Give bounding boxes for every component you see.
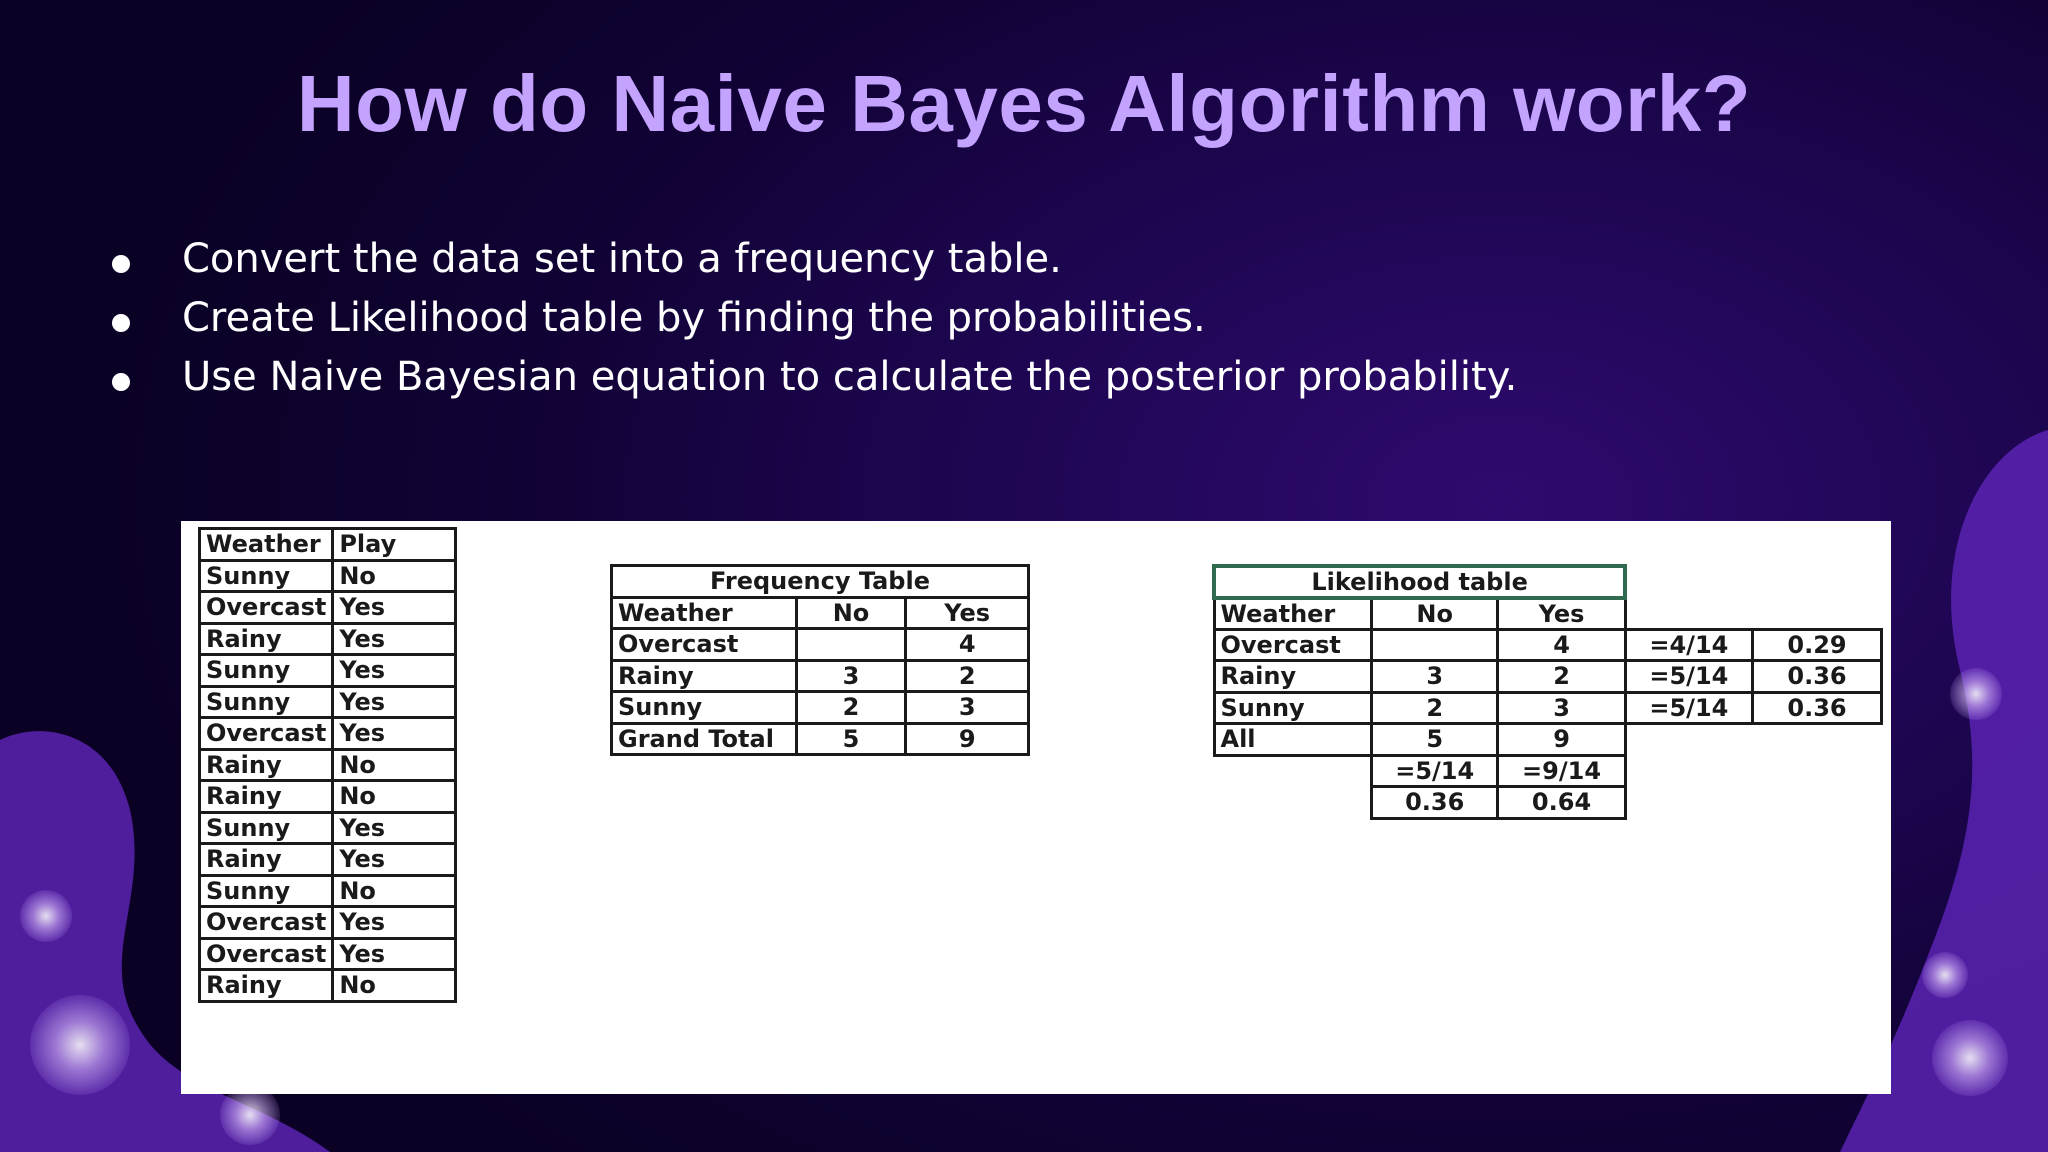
glowing-orb-decoration bbox=[1932, 1020, 2008, 1096]
glowing-orb-decoration bbox=[20, 890, 72, 942]
table-row bbox=[200, 686, 456, 718]
table-title-row bbox=[612, 566, 1029, 598]
table-row bbox=[612, 723, 1029, 755]
table-row bbox=[612, 660, 1029, 692]
table-cell: Sunny bbox=[1214, 692, 1372, 724]
table-cell: Grand Total bbox=[612, 723, 797, 755]
table-cell: No bbox=[333, 875, 456, 907]
tables-figure bbox=[181, 521, 1891, 1094]
table-cell: Rainy bbox=[200, 623, 333, 655]
table-cell: No bbox=[333, 560, 456, 592]
table-cell: All bbox=[1214, 724, 1372, 756]
bullet-text: Use Naive Bayesian equation to calculate the posterior probability. bbox=[182, 354, 1518, 400]
table-cell: Overcast bbox=[200, 938, 333, 970]
table-header-row bbox=[1214, 598, 1882, 630]
table-cell: Yes bbox=[333, 844, 456, 876]
table-row bbox=[200, 970, 456, 1002]
header-cell: No bbox=[1372, 598, 1498, 630]
table-cell: =4/14 bbox=[1625, 629, 1752, 661]
table-title-row bbox=[1214, 566, 1882, 598]
table-row bbox=[1214, 787, 1882, 819]
table-cell: Yes bbox=[333, 907, 456, 939]
table-cell: 0.64 bbox=[1498, 787, 1625, 819]
table-cell: Rainy bbox=[200, 844, 333, 876]
table-cell: No bbox=[333, 749, 456, 781]
header-cell: Yes bbox=[1498, 598, 1625, 630]
dataset-table bbox=[198, 527, 457, 1003]
table-cell: 3 bbox=[1498, 692, 1625, 724]
table-row bbox=[1214, 724, 1882, 756]
table-cell: 3 bbox=[796, 660, 906, 692]
table-cell: Yes bbox=[333, 592, 456, 624]
table-header-row bbox=[200, 529, 456, 561]
bullet-text: Create Likelihood table by finding the probabilities. bbox=[182, 295, 1206, 341]
table-cell: 2 bbox=[1372, 692, 1498, 724]
slide-title: How do Naive Bayes Algorithm work? bbox=[296, 59, 1752, 148]
table-cell: 3 bbox=[906, 692, 1029, 724]
table-row bbox=[200, 781, 456, 813]
bullet-dot-icon bbox=[112, 373, 130, 391]
table-row bbox=[1214, 661, 1882, 693]
table-cell: Sunny bbox=[200, 812, 333, 844]
header-cell: Yes bbox=[906, 597, 1029, 629]
table-cell: Yes bbox=[333, 623, 456, 655]
table-row bbox=[200, 749, 456, 781]
table-cell: Yes bbox=[333, 938, 456, 970]
table-cell: Rainy bbox=[612, 660, 797, 692]
bullet-text: Convert the data set into a frequency table. bbox=[182, 236, 1062, 282]
table-cell: 0.29 bbox=[1753, 629, 1882, 661]
glowing-orb-decoration bbox=[1922, 952, 1968, 998]
table-cell: =5/14 bbox=[1625, 692, 1752, 724]
table-cell: Overcast bbox=[200, 718, 333, 750]
table-cell: 3 bbox=[1372, 661, 1498, 693]
header-cell: Weather bbox=[612, 597, 797, 629]
frequency-table bbox=[610, 564, 1030, 756]
table-cell: 4 bbox=[906, 629, 1029, 661]
bullet-item bbox=[108, 295, 1517, 354]
table-cell: Yes bbox=[333, 718, 456, 750]
table-cell: 4 bbox=[1498, 629, 1625, 661]
table-row bbox=[200, 718, 456, 750]
header-cell: Weather bbox=[1214, 598, 1372, 630]
table-cell: Overcast bbox=[1214, 629, 1372, 661]
table-row bbox=[200, 623, 456, 655]
table-cell: Sunny bbox=[200, 686, 333, 718]
table-cell: =9/14 bbox=[1498, 755, 1625, 787]
bullet-item bbox=[108, 236, 1517, 295]
table-cell: Overcast bbox=[200, 907, 333, 939]
table-row bbox=[1214, 629, 1882, 661]
table-cell: Sunny bbox=[200, 560, 333, 592]
table-row bbox=[200, 844, 456, 876]
table-cell: Rainy bbox=[200, 749, 333, 781]
header-cell: Weather bbox=[200, 529, 333, 561]
table-cell: Rainy bbox=[1214, 661, 1372, 693]
table-cell: Overcast bbox=[200, 592, 333, 624]
table-cell bbox=[1372, 629, 1498, 661]
bullet-list bbox=[108, 236, 1517, 413]
bullet-dot-icon bbox=[112, 314, 130, 332]
table-row bbox=[200, 875, 456, 907]
table-cell: Yes bbox=[333, 655, 456, 687]
header-cell: No bbox=[796, 597, 906, 629]
table-row bbox=[200, 592, 456, 624]
table-row bbox=[1214, 755, 1882, 787]
table-row bbox=[1214, 692, 1882, 724]
table-cell: Sunny bbox=[200, 875, 333, 907]
bullet-dot-icon bbox=[112, 255, 130, 273]
header-cell: Play bbox=[333, 529, 456, 561]
bullet-item bbox=[108, 354, 1517, 413]
likelihood-table bbox=[1212, 564, 1883, 820]
table-row bbox=[200, 560, 456, 592]
table-row bbox=[612, 629, 1029, 661]
table-cell: Rainy bbox=[200, 970, 333, 1002]
table-cell: Yes bbox=[333, 686, 456, 718]
table-cell: 0.36 bbox=[1753, 692, 1882, 724]
table-cell: =5/14 bbox=[1625, 661, 1752, 693]
table-row bbox=[612, 692, 1029, 724]
table-cell: 2 bbox=[1498, 661, 1625, 693]
table-cell: Sunny bbox=[612, 692, 797, 724]
table-cell: 0.36 bbox=[1372, 787, 1498, 819]
table-cell: 9 bbox=[1498, 724, 1625, 756]
table-cell: No bbox=[333, 970, 456, 1002]
glowing-orb-decoration bbox=[220, 1085, 280, 1145]
likelihood-table-title: Likelihood table bbox=[1214, 566, 1625, 598]
table-row bbox=[200, 938, 456, 970]
table-cell: =5/14 bbox=[1372, 755, 1498, 787]
table-cell: 9 bbox=[906, 723, 1029, 755]
table-cell: Sunny bbox=[200, 655, 333, 687]
table-cell: Yes bbox=[333, 812, 456, 844]
glowing-orb-decoration bbox=[1950, 668, 2002, 720]
table-cell: 2 bbox=[906, 660, 1029, 692]
table-cell: Rainy bbox=[200, 781, 333, 813]
table-cell bbox=[796, 629, 906, 661]
table-cell: 2 bbox=[796, 692, 906, 724]
table-cell: No bbox=[333, 781, 456, 813]
table-row bbox=[200, 907, 456, 939]
glowing-orb-decoration bbox=[30, 995, 130, 1095]
table-cell: 5 bbox=[796, 723, 906, 755]
table-header-row bbox=[612, 597, 1029, 629]
table-cell: 0.36 bbox=[1753, 661, 1882, 693]
table-cell: Overcast bbox=[612, 629, 797, 661]
table-cell: 5 bbox=[1372, 724, 1498, 756]
frequency-table-title: Frequency Table bbox=[612, 566, 1029, 598]
table-row bbox=[200, 812, 456, 844]
table-row bbox=[200, 655, 456, 687]
